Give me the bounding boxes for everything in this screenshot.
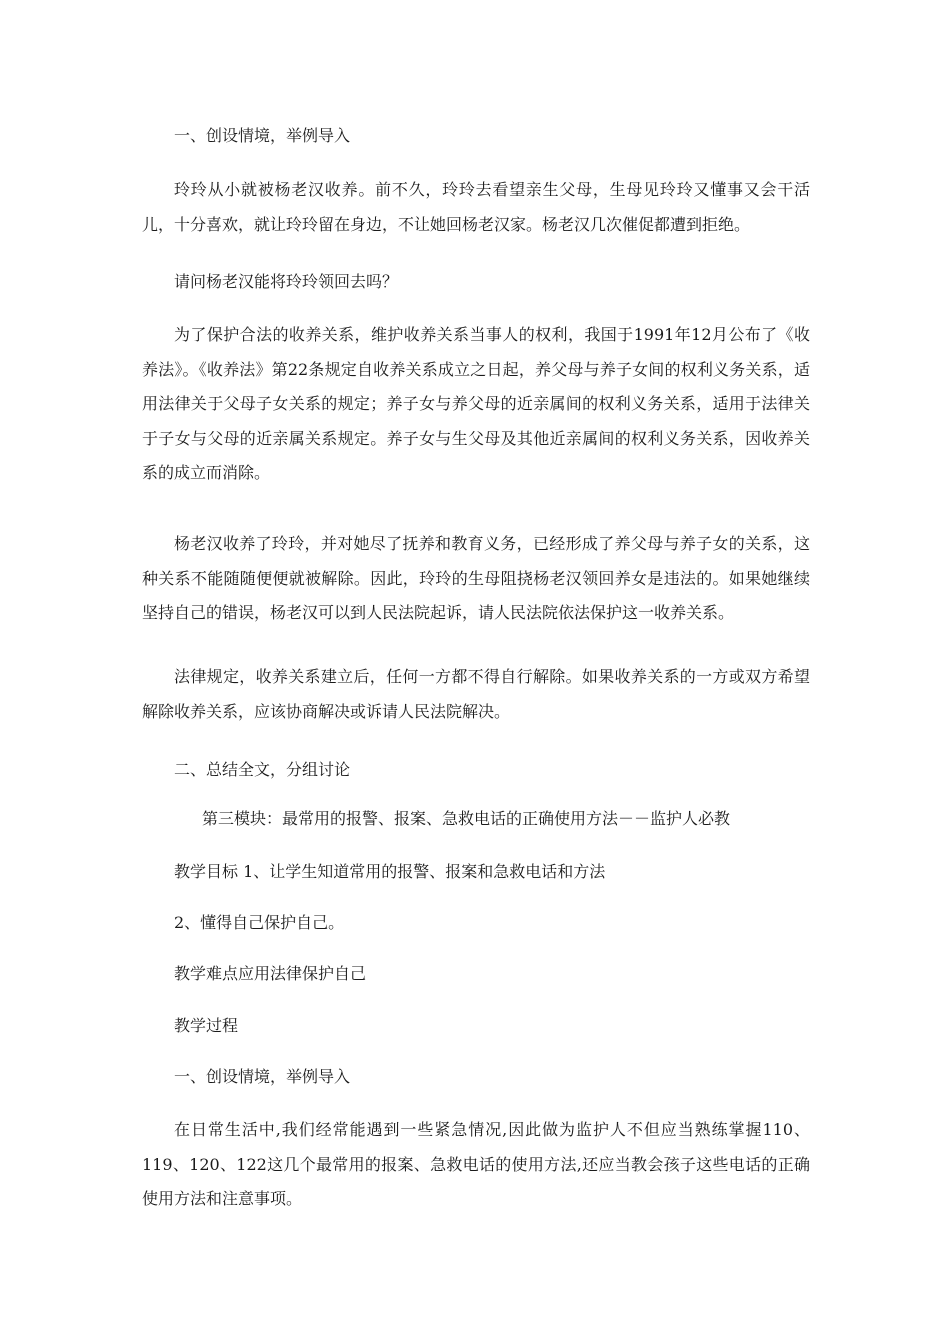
- module-title: 第三模块：最常用的报警、报案、急救电话的正确使用方法－－监护人必教: [202, 809, 731, 828]
- section-heading: 一、创设情境，举例导入: [174, 126, 351, 145]
- question-line: 请问杨老汉能将玲玲领回去吗？: [174, 272, 399, 291]
- paragraph: 法律规定，收养关系建立后，任何一方都不得自行解除。如果收养关系的一方或双方希望解除收养关系，应该协商解决或诉请人民法院解决。: [142, 667, 810, 721]
- section-heading: 一、创设情境，举例导入: [174, 1067, 351, 1086]
- section-heading: 二、总结全文，分组讨论: [174, 760, 351, 779]
- paragraph: 在日常生活中,我们经常能遇到一些紧急情况,因此做为监护人不但应当熟练掌握110、119、120、122这几个最常用的报案、急救电话的使用方法,还应当教会孩子这些电话的正确使用方法和注意事项。: [142, 1120, 810, 1208]
- paragraph: 为了保护合法的收养关系，维护收养关系当事人的权利，我国于1991年12月公布了《收养法》。《收养法》第22条规定自收养关系成立之日起，养父母与养子女间的权利义务关系，适用法律关于父母子女关系的规定；养子女与养父母的近亲属间的权利义务关系，适用于法律关于子女与父母的近亲属关系规定。养子女与生父母及其他近亲属间的权利义务关系，因收养关系的成立而消除。: [142, 325, 810, 482]
- teaching-difficulty: 教学难点应用法律保护自己: [174, 964, 367, 983]
- teaching-goal: 2、懂得自己保护自己。: [174, 913, 345, 932]
- teaching-process-label: 教学过程: [174, 1016, 239, 1035]
- paragraph: 杨老汉收养了玲玲，并对她尽了抚养和教育义务，已经形成了养父母与养子女的关系，这种关系不能随随便便就被解除。因此，玲玲的生母阻挠杨老汉领回养女是违法的。如果她继续坚持自己的错误，杨老汉可以到人民法院起诉，请人民法院依法保护这一收养关系。: [142, 534, 810, 622]
- teaching-goal: 教学目标 1、让学生知道常用的报警、报案和急救电话和方法: [174, 862, 606, 881]
- paragraph: 玲玲从小就被杨老汉收养。前不久，玲玲去看望亲生父母，生母见玲玲又懂事又会干活儿，十分喜欢，就让玲玲留在身边，不让她回杨老汉家。杨老汉几次催促都遭到拒绝。: [142, 180, 810, 234]
